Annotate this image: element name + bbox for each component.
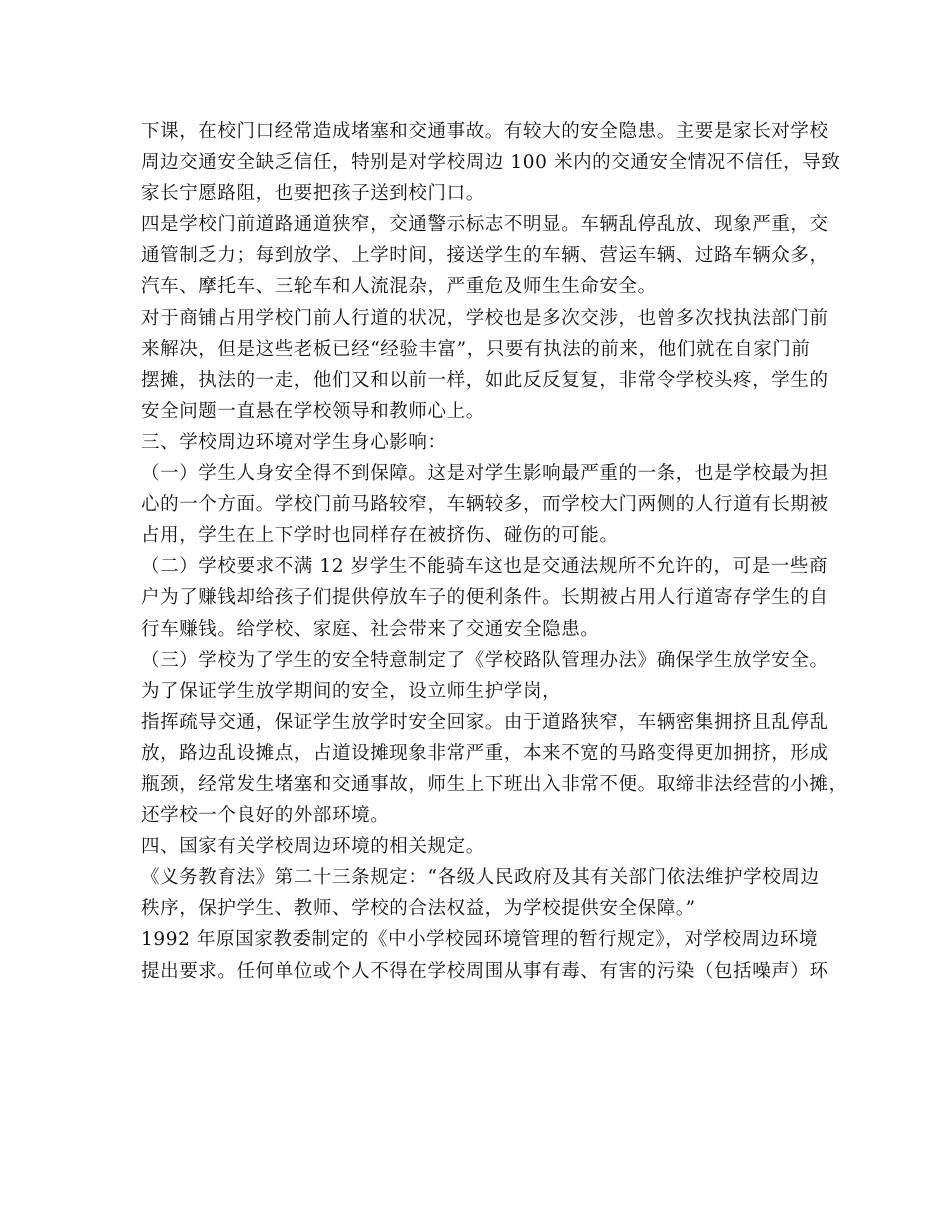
text-line: 放，路边乱设摊点，占道设摊现象非常严重，本来不宽的马路变得更加拥挤，形成: [141, 742, 829, 764]
document-body: [141, 116, 848, 987]
text-line: 《义务教育法》第二十三条规定：“各级人民政府及其有关部门依法维护学校周边: [141, 867, 820, 889]
text-line: 周边交通安全缺乏信任，特别是对学校周边 100 米内的交通安全情况不信任，导致: [141, 152, 841, 174]
text-line: 通管制乏力；每到放学、上学时间，接送学生的车辆、营运车辆、过路车辆众多，: [141, 245, 829, 267]
text-line: 心的一个方面。学校门前马路较窄，车辆较多，而学校大门两侧的人行道有长期被: [141, 494, 829, 516]
text-line: 家长宁愿路阻，也要把孩子送到校门口。: [141, 183, 485, 205]
text-line: 摆摊，执法的一走，他们又和以前一样，如此反反复复，非常令学校头疼，学生的: [141, 369, 829, 391]
text-line: 安全问题一直悬在学校领导和教师心上。: [141, 400, 485, 422]
text-line: 户为了赚钱却给孩子们提供停放车子的便利条件。长期被占用人行道寄存学生的自: [141, 587, 829, 609]
text-line: 指挥疏导交通，保证学生放学时安全回家。由于道路狭窄，车辆密集拥挤且乱停乱: [141, 711, 829, 733]
section-heading: 三、学校周边环境对学生身心影响：: [141, 431, 447, 453]
text-line: 瓶颈，经常发生堵塞和交通事故，师生上下班出入非常不便。取缔非法经营的小摊，: [141, 773, 848, 795]
text-line: （二）学校要求不满 12 岁学生不能骑车这也是交通法规所不允许的，可是一些商: [141, 556, 829, 578]
text-line: （一）学生人身安全得不到保障。这是对学生影响最严重的一条，也是学校最为担: [141, 463, 829, 485]
section-heading: 四、国家有关学校周边环境的相关规定。: [141, 836, 485, 858]
text-line: 对于商铺占用学校门前人行道的状况，学校也是多次交涉，也曾多次找执法部门前: [141, 307, 829, 329]
text-line: 来解决，但是这些老板已经“经验丰富”，只要有执法的前来，他们就在自家门前: [141, 338, 811, 360]
text-line: 四是学校门前道路通道狭窄，交通警示标志不明显。车辆乱停乱放、现象严重，交: [141, 214, 829, 236]
text-line: 占用，学生在上下学时也同样存在被挤伤、碰伤的可能。: [141, 525, 619, 547]
text-line: 为了保证学生放学期间的安全，设立师生护学岗，: [141, 680, 562, 702]
text-line: 还学校一个良好的外部环境。: [141, 805, 390, 827]
text-line: 1992 年原国家教委制定的《中小学校园环境管理的暂行规定》，对学校周边环境: [141, 929, 819, 951]
text-line: 秩序，保护学生、教师、学校的合法权益，为学校提供安全保障。”: [141, 898, 696, 920]
text-line: （三）学校为了学生的安全特意制定了《学校路队管理办法》确保学生放学安全。: [141, 649, 829, 671]
text-line: 汽车、摩托车、三轮车和人流混杂，严重危及师生生命安全。: [141, 276, 657, 298]
text-line: 行车赚钱。给学校、家庭、社会带来了交通安全隐患。: [141, 618, 600, 640]
text-line: 下课，在校门口经常造成堵塞和交通事故。有较大的安全隐患。主要是家长对学校: [141, 121, 829, 142]
text-line: 提出要求。任何单位或个人不得在学校周围从事有毒、有害的污染（包括噪声）环: [141, 960, 829, 982]
